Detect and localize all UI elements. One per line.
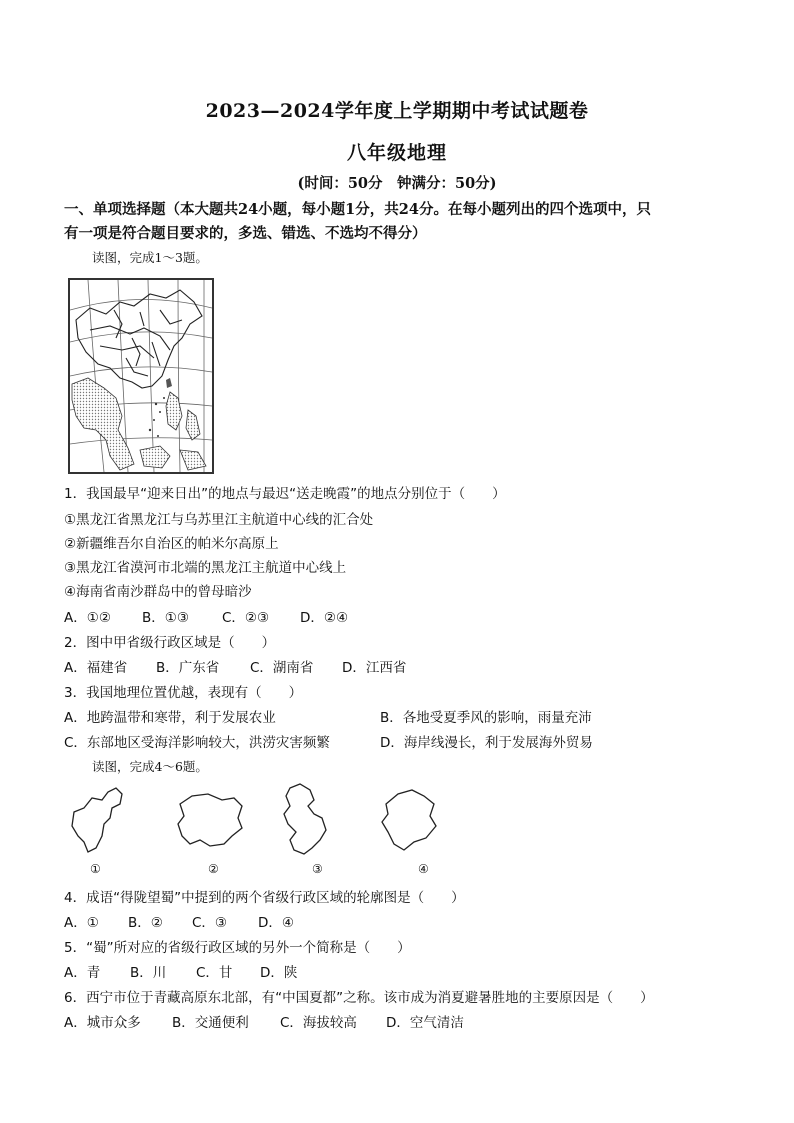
exam-subject: 八年级地理 <box>346 142 447 164</box>
china-map-svg <box>70 280 212 472</box>
shape-label-1: ① <box>90 862 101 876</box>
q5-option-a[interactable]: A．青 <box>64 965 101 981</box>
shape-label-2: ② <box>208 862 219 876</box>
q6-option-c[interactable]: C．海拔较高 <box>280 1015 357 1031</box>
q1-item-3: ③黑龙江省漠河市北端的黑龙江主航道中心线上 <box>64 560 347 576</box>
q1-option-b[interactable]: B．①③ <box>142 610 189 626</box>
q2-option-c[interactable]: C．湖南省 <box>250 660 314 676</box>
q1-item-1: ①黑龙江省黑龙江与乌苏里江主航道中心线的汇合处 <box>64 512 374 528</box>
q5-option-c[interactable]: C．甘 <box>196 965 233 981</box>
q1-option-c[interactable]: C．②③ <box>222 610 270 626</box>
q5-option-d[interactable]: D．陕 <box>260 965 298 981</box>
q4-option-c[interactable]: C．③ <box>192 915 228 931</box>
q2-option-b[interactable]: B．广东省 <box>156 660 220 676</box>
q5-option-b[interactable]: B．川 <box>130 965 167 981</box>
province-shape-2 <box>178 794 242 846</box>
q4-option-a[interactable]: A．① <box>64 915 99 931</box>
q2-option-a[interactable]: A．福建省 <box>64 660 128 676</box>
q3-option-b[interactable]: B．各地受夏季风的影响，雨量充沛 <box>380 710 592 726</box>
q5-stem: 5．“蜀”所对应的省级行政区域的另外一个简称是（ ） <box>64 940 411 956</box>
province-outlines-svg <box>64 778 444 862</box>
section-heading-line1: 一、单项选择题（本大题共24小题，每小题1分，共24分。在每小题列出的四个选项中，只 <box>64 201 651 218</box>
q1-stem: 1．我国最早“迎来日出”的地点与最迟“送走晚霞”的地点分别位于（ ） <box>64 486 506 502</box>
instruction-1: 读图，完成1～3题。 <box>92 250 208 265</box>
shape-label-4: ④ <box>418 862 429 876</box>
q3-stem: 3．我国地理位置优越，表现有（ ） <box>64 685 303 701</box>
q2-stem: 2．图中甲省级行政区域是（ ） <box>64 635 276 651</box>
q1-option-a[interactable]: A．①② <box>64 610 111 626</box>
q1-item-2: ②新疆维吾尔自治区的帕米尔高原上 <box>64 536 279 552</box>
q2-option-d[interactable]: D．江西省 <box>342 660 407 676</box>
china-map-figure <box>68 278 214 474</box>
exam-time-info: (时间：50分 钟满分：50分) <box>297 175 497 192</box>
q6-stem: 6．西宁市位于青藏高原东北部，有“中国夏都”之称。该市成为消夏避暑胜地的主要原因是（ ） <box>64 990 654 1006</box>
province-shape-4 <box>382 790 436 850</box>
q4-option-d[interactable]: D．④ <box>258 915 294 931</box>
q6-option-b[interactable]: B．交通便利 <box>172 1015 249 1031</box>
province-shape-3 <box>284 784 326 854</box>
province-outlines-figure <box>64 778 444 880</box>
q3-option-a[interactable]: A．地跨温带和寒带，利于发展农业 <box>64 710 276 726</box>
province-shape-1 <box>72 788 122 852</box>
instruction-2: 读图，完成4～6题。 <box>92 759 208 774</box>
q6-option-a[interactable]: A．城市众多 <box>64 1015 141 1031</box>
shape-label-3: ③ <box>312 862 323 876</box>
q6-option-d[interactable]: D．空气清洁 <box>386 1015 464 1031</box>
q3-option-c[interactable]: C．东部地区受海洋影响较大，洪涝灾害频繁 <box>64 735 330 751</box>
q3-option-d[interactable]: D．海岸线漫长，利于发展海外贸易 <box>380 735 593 751</box>
q4-option-b[interactable]: B．② <box>128 915 163 931</box>
exam-title: 2023—2024学年度上学期期中考试试题卷 <box>205 100 589 122</box>
q1-option-d[interactable]: D．②④ <box>300 610 349 626</box>
section-heading-line2: 有一项是符合题目要求的，多选、错选、不选均不得分） <box>64 225 427 242</box>
q1-item-4: ④海南省南沙群岛中的曾母暗沙 <box>64 584 252 600</box>
q4-stem: 4．成语“得陇望蜀”中提到的两个省级行政区域的轮廓图是（ ） <box>64 890 465 906</box>
